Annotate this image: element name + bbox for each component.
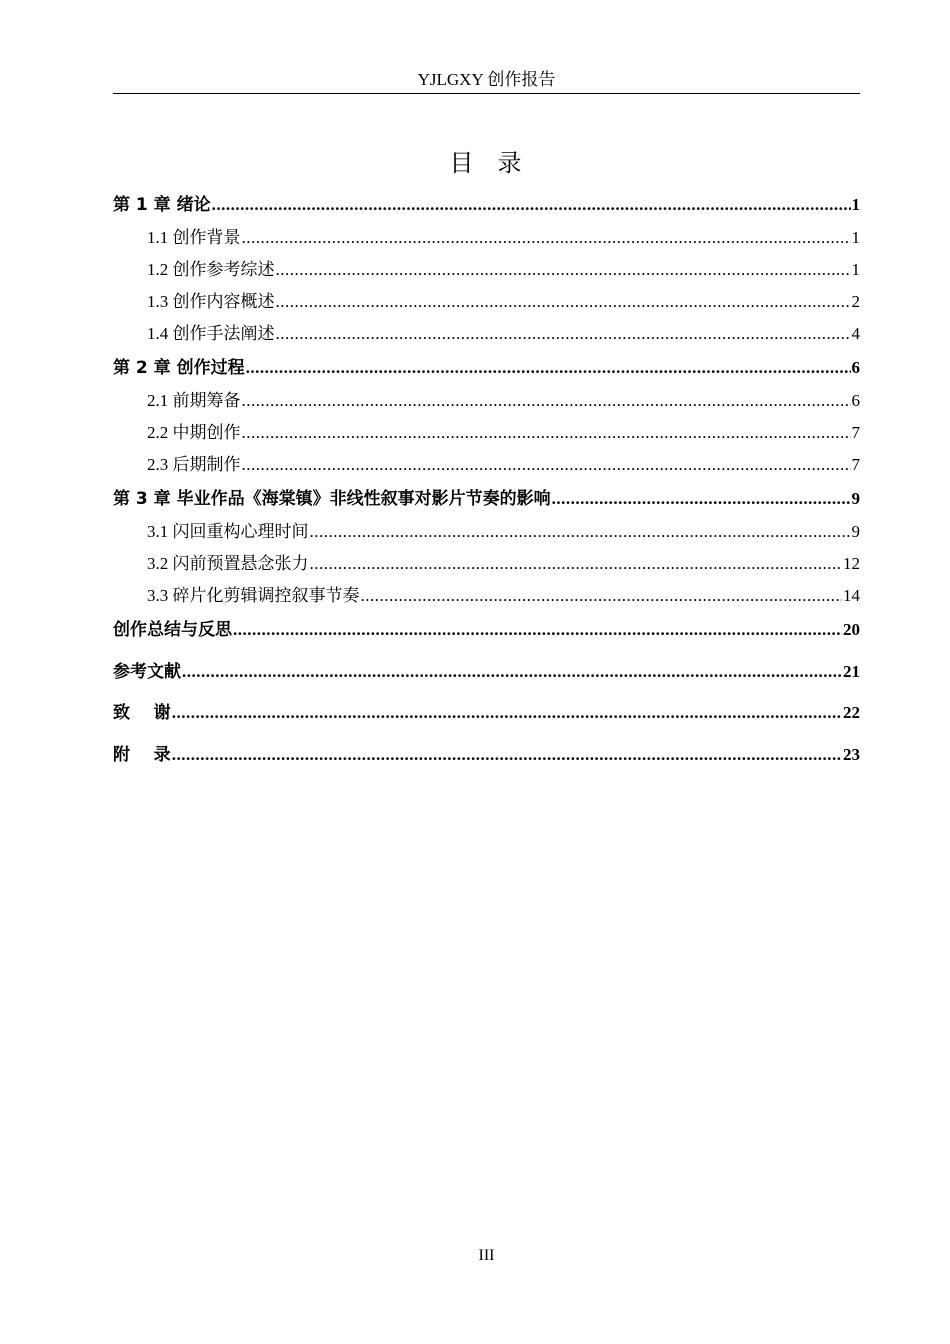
toc-entry-section-2-1[interactable] (113, 390, 860, 412)
toc-entry-summary[interactable] (113, 619, 860, 641)
toc-leader-dots (246, 357, 851, 379)
toc-entry-page: 14 (843, 586, 860, 605)
toc-entry-page: 9 (851, 522, 860, 541)
toc-entry-references[interactable] (113, 661, 860, 683)
toc-entry-label: 第 1 章 绪论 (113, 195, 211, 215)
toc-entry-chapter-3[interactable] (113, 488, 860, 510)
table-of-contents (113, 190, 860, 777)
toc-leader-dots (276, 291, 851, 313)
toc-entry-label: 1.3 创作内容概述 (147, 292, 275, 311)
toc-entry-label: 第 2 章 创作过程 (113, 358, 245, 378)
toc-leader-dots (242, 227, 851, 249)
toc-entry-label: 1.2 创作参考综述 (147, 260, 275, 279)
toc-entry-label: 1.1 创作背景 (147, 228, 241, 247)
toc-entry-label: 创作总结与反思 (113, 620, 232, 640)
toc-entry-page: 20 (843, 620, 860, 639)
toc-leader-dots (242, 454, 851, 476)
toc-entry-label: 参考文献 (113, 662, 181, 682)
toc-leader-dots (182, 661, 842, 683)
toc-leader-dots (552, 488, 851, 510)
toc-entry-label: 第 3 章 毕业作品《海棠镇》非线性叙事对影片节奏的影响 (113, 489, 551, 509)
toc-entry-section-1-3[interactable] (113, 291, 860, 313)
toc-entry-label: 2.2 中期创作 (147, 423, 241, 442)
toc-title (113, 147, 860, 179)
toc-entry-label: 3.2 闪前预置悬念张力 (147, 554, 309, 573)
toc-leader-dots (276, 259, 851, 281)
toc-entry-section-2-2[interactable] (113, 422, 860, 444)
toc-entry-label: 2.1 前期筹备 (147, 391, 241, 410)
toc-entry-label: 附 录 (113, 745, 171, 765)
toc-entry-page: 2 (851, 292, 860, 311)
page-number: III (478, 1247, 495, 1264)
toc-entry-page: 1 (851, 228, 860, 247)
toc-leader-dots (233, 619, 842, 641)
toc-entry-page: 7 (851, 423, 860, 442)
page-header: YJLGXY 创作报告 (417, 70, 556, 89)
toc-title-right: 录 (497, 149, 524, 177)
header-rule (113, 93, 860, 94)
toc-entry-label: 2.3 后期制作 (147, 455, 241, 474)
toc-entry-label: 1.4 创作手法阐述 (147, 324, 275, 343)
toc-entry-page: 7 (851, 455, 860, 474)
toc-entry-label: 3.3 碎片化剪辑调控叙事节奏 (147, 586, 360, 605)
toc-entry-page: 22 (843, 703, 860, 722)
toc-leader-dots (172, 744, 842, 766)
toc-entry-page: 1 (851, 195, 860, 214)
toc-entry-label: 致 谢 (113, 703, 171, 723)
toc-entry-section-3-3[interactable] (113, 585, 860, 607)
toc-entry-page: 12 (843, 554, 860, 573)
toc-leader-dots (242, 390, 851, 412)
toc-entry-page: 9 (851, 489, 860, 508)
toc-entry-section-2-3[interactable] (113, 454, 860, 476)
toc-leader-dots (212, 194, 851, 216)
toc-entry-chapter-1[interactable] (113, 194, 860, 216)
toc-entry-appendix[interactable] (113, 744, 860, 766)
toc-leader-dots (172, 702, 842, 724)
toc-leader-dots (242, 422, 851, 444)
toc-leader-dots (276, 323, 851, 345)
toc-entry-page: 6 (851, 391, 860, 410)
toc-entry-section-1-2[interactable] (113, 259, 860, 281)
toc-entry-page: 1 (851, 260, 860, 279)
toc-entry-section-1-1[interactable] (113, 227, 860, 249)
toc-entry-page: 4 (851, 324, 860, 343)
toc-entry-page: 23 (843, 745, 860, 764)
toc-entry-section-1-4[interactable] (113, 323, 860, 345)
toc-entry-page: 21 (843, 662, 860, 681)
toc-leader-dots (361, 585, 843, 607)
toc-leader-dots (310, 553, 843, 575)
toc-leader-dots (310, 521, 851, 543)
toc-title-left: 目 (449, 149, 476, 177)
toc-entry-section-3-2[interactable] (113, 553, 860, 575)
toc-entry-section-3-1[interactable] (113, 521, 860, 543)
toc-entry-chapter-2[interactable] (113, 357, 860, 379)
toc-entry-page: 6 (851, 358, 860, 377)
toc-entry-label: 3.1 闪回重构心理时间 (147, 522, 309, 541)
toc-entry-acknowledgements[interactable] (113, 702, 860, 724)
